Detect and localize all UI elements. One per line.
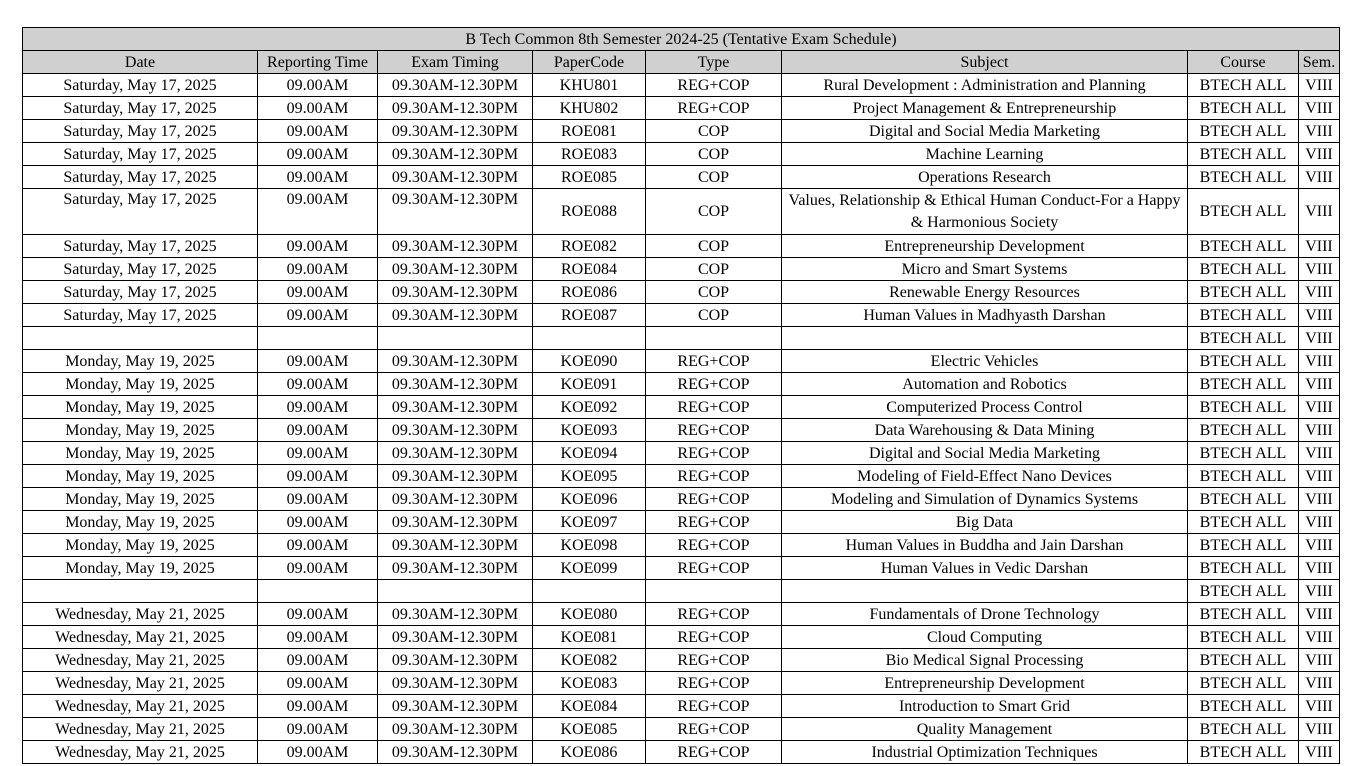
table-row: [23, 143, 1340, 166]
subject-cell: Automation and Robotics: [782, 373, 1188, 396]
course-cell: BTECH ALL: [1188, 672, 1299, 695]
subject-cell: Bio Medical Signal Processing: [782, 649, 1188, 672]
table-row: [23, 327, 1340, 350]
subject-cell: Data Warehousing & Data Mining: [782, 419, 1188, 442]
sem-cell: VIII: [1299, 557, 1340, 580]
reporting-time-cell: 09.00AM: [258, 97, 378, 120]
type-cell: REG+COP: [646, 442, 782, 465]
date-cell: Monday, May 19, 2025: [23, 488, 258, 511]
reporting-time-cell: [258, 580, 378, 603]
type-cell: REG+COP: [646, 373, 782, 396]
sem-cell: VIII: [1299, 603, 1340, 626]
exam-timing-cell: 09.30AM-12.30PM: [378, 741, 533, 764]
type-cell: REG+COP: [646, 672, 782, 695]
course-cell: BTECH ALL: [1188, 166, 1299, 189]
table-row: [23, 396, 1340, 419]
type-cell: REG+COP: [646, 557, 782, 580]
reporting-time-cell: 09.00AM: [258, 304, 378, 327]
subject-cell: Industrial Optimization Techniques: [782, 741, 1188, 764]
sem-cell: VIII: [1299, 649, 1340, 672]
paper-code-cell: [533, 580, 646, 603]
sem-cell: VIII: [1299, 626, 1340, 649]
date-cell: Saturday, May 17, 2025: [23, 143, 258, 166]
sem-cell: VIII: [1299, 580, 1340, 603]
header-course: Course: [1188, 51, 1299, 74]
table-row: [23, 580, 1340, 603]
header-paper-code: PaperCode: [533, 51, 646, 74]
paper-code-cell: ROE085: [533, 166, 646, 189]
subject-cell: Operations Research: [782, 166, 1188, 189]
sem-cell: VIII: [1299, 97, 1340, 120]
paper-code-cell: KOE093: [533, 419, 646, 442]
exam-timing-cell: 09.30AM-12.30PM: [378, 373, 533, 396]
reporting-time-cell: 09.00AM: [258, 120, 378, 143]
paper-code-cell: KOE086: [533, 741, 646, 764]
subject-cell: Human Values in Madhyasth Darshan: [782, 304, 1188, 327]
type-cell: COP: [646, 143, 782, 166]
subject-cell: Cloud Computing: [782, 626, 1188, 649]
reporting-time-cell: 09.00AM: [258, 166, 378, 189]
type-cell: [646, 327, 782, 350]
type-cell: REG+COP: [646, 465, 782, 488]
exam-timing-cell: 09.30AM-12.30PM: [378, 166, 533, 189]
paper-code-cell: KOE098: [533, 534, 646, 557]
table-row: [23, 120, 1340, 143]
reporting-time-cell: 09.00AM: [258, 74, 378, 97]
course-cell: BTECH ALL: [1188, 580, 1299, 603]
paper-code-cell: KOE085: [533, 718, 646, 741]
type-cell: REG+COP: [646, 97, 782, 120]
exam-timing-cell: 09.30AM-12.30PM: [378, 534, 533, 557]
exam-timing-cell: 09.30AM-12.30PM: [378, 419, 533, 442]
table-row: [23, 534, 1340, 557]
sem-cell: VIII: [1299, 488, 1340, 511]
course-cell: BTECH ALL: [1188, 741, 1299, 764]
paper-code-cell: ROE088: [533, 189, 646, 235]
course-cell: BTECH ALL: [1188, 718, 1299, 741]
date-cell: [23, 580, 258, 603]
paper-code-cell: KOE090: [533, 350, 646, 373]
date-cell: Monday, May 19, 2025: [23, 373, 258, 396]
date-cell: Monday, May 19, 2025: [23, 396, 258, 419]
type-cell: COP: [646, 166, 782, 189]
date-cell: Saturday, May 17, 2025: [23, 281, 258, 304]
subject-cell: Electric Vehicles: [782, 350, 1188, 373]
date-cell: Monday, May 19, 2025: [23, 442, 258, 465]
reporting-time-cell: 09.00AM: [258, 258, 378, 281]
sem-cell: VIII: [1299, 166, 1340, 189]
sem-cell: VIII: [1299, 143, 1340, 166]
reporting-time-cell: 09.00AM: [258, 718, 378, 741]
header-row: [23, 51, 1340, 74]
sem-cell: VIII: [1299, 235, 1340, 258]
course-cell: BTECH ALL: [1188, 97, 1299, 120]
sem-cell: VIII: [1299, 373, 1340, 396]
exam-timing-cell: [378, 327, 533, 350]
exam-timing-cell: 09.30AM-12.30PM: [378, 258, 533, 281]
header-subject: Subject: [782, 51, 1188, 74]
type-cell: REG+COP: [646, 74, 782, 97]
paper-code-cell: KOE099: [533, 557, 646, 580]
type-cell: REG+COP: [646, 350, 782, 373]
reporting-time-cell: 09.00AM: [258, 695, 378, 718]
subject-cell: Rural Development : Administration and Planning: [782, 74, 1188, 97]
type-cell: REG+COP: [646, 626, 782, 649]
exam-timing-cell: 09.30AM-12.30PM: [378, 396, 533, 419]
course-cell: BTECH ALL: [1188, 396, 1299, 419]
exam-schedule-table: [22, 27, 1340, 764]
table-row: [23, 695, 1340, 718]
subject-cell: Digital and Social Media Marketing: [782, 442, 1188, 465]
reporting-time-cell: 09.00AM: [258, 649, 378, 672]
exam-timing-cell: 09.30AM-12.30PM: [378, 235, 533, 258]
exam-timing-cell: 09.30AM-12.30PM: [378, 442, 533, 465]
paper-code-cell: [533, 327, 646, 350]
table-row: [23, 235, 1340, 258]
subject-cell: Human Values in Vedic Darshan: [782, 557, 1188, 580]
date-cell: Monday, May 19, 2025: [23, 557, 258, 580]
table-row: [23, 718, 1340, 741]
reporting-time-cell: 09.00AM: [258, 488, 378, 511]
sem-cell: VIII: [1299, 304, 1340, 327]
table-row: [23, 741, 1340, 764]
date-cell: Monday, May 19, 2025: [23, 511, 258, 534]
date-cell: Saturday, May 17, 2025: [23, 189, 258, 235]
sem-cell: VIII: [1299, 396, 1340, 419]
table-row: [23, 649, 1340, 672]
sem-cell: VIII: [1299, 120, 1340, 143]
exam-timing-cell: 09.30AM-12.30PM: [378, 672, 533, 695]
type-cell: COP: [646, 258, 782, 281]
table-row: [23, 258, 1340, 281]
type-cell: COP: [646, 189, 782, 235]
table-row: [23, 442, 1340, 465]
course-cell: BTECH ALL: [1188, 557, 1299, 580]
date-cell: Wednesday, May 21, 2025: [23, 695, 258, 718]
subject-cell: Modeling and Simulation of Dynamics Systems: [782, 488, 1188, 511]
type-cell: [646, 580, 782, 603]
course-cell: BTECH ALL: [1188, 419, 1299, 442]
subject-cell: Computerized Process Control: [782, 396, 1188, 419]
paper-code-cell: KOE082: [533, 649, 646, 672]
date-cell: Wednesday, May 21, 2025: [23, 741, 258, 764]
exam-timing-cell: 09.30AM-12.30PM: [378, 603, 533, 626]
paper-code-cell: ROE083: [533, 143, 646, 166]
table-row: [23, 465, 1340, 488]
table-row: [23, 488, 1340, 511]
date-cell: Monday, May 19, 2025: [23, 350, 258, 373]
paper-code-cell: ROE084: [533, 258, 646, 281]
date-cell: Wednesday, May 21, 2025: [23, 603, 258, 626]
exam-timing-cell: 09.30AM-12.30PM: [378, 465, 533, 488]
type-cell: REG+COP: [646, 534, 782, 557]
paper-code-cell: KOE094: [533, 442, 646, 465]
paper-code-cell: KHU802: [533, 97, 646, 120]
subject-cell: Big Data: [782, 511, 1188, 534]
date-cell: Saturday, May 17, 2025: [23, 74, 258, 97]
sem-cell: VIII: [1299, 258, 1340, 281]
course-cell: BTECH ALL: [1188, 465, 1299, 488]
date-cell: Saturday, May 17, 2025: [23, 258, 258, 281]
reporting-time-cell: 09.00AM: [258, 557, 378, 580]
sem-cell: VIII: [1299, 534, 1340, 557]
reporting-time-cell: 09.00AM: [258, 350, 378, 373]
course-cell: BTECH ALL: [1188, 235, 1299, 258]
table-row: [23, 281, 1340, 304]
exam-timing-cell: [378, 580, 533, 603]
sem-cell: VIII: [1299, 74, 1340, 97]
type-cell: REG+COP: [646, 419, 782, 442]
paper-code-cell: KOE084: [533, 695, 646, 718]
date-cell: Saturday, May 17, 2025: [23, 235, 258, 258]
sem-cell: VIII: [1299, 465, 1340, 488]
table-row: [23, 166, 1340, 189]
date-cell: Wednesday, May 21, 2025: [23, 649, 258, 672]
exam-timing-cell: 09.30AM-12.30PM: [378, 649, 533, 672]
subject-cell: Entrepreneurship Development: [782, 235, 1188, 258]
table-row: [23, 373, 1340, 396]
paper-code-cell: KOE095: [533, 465, 646, 488]
course-cell: BTECH ALL: [1188, 143, 1299, 166]
paper-code-cell: KOE083: [533, 672, 646, 695]
paper-code-cell: ROE086: [533, 281, 646, 304]
exam-timing-cell: 09.30AM-12.30PM: [378, 557, 533, 580]
course-cell: BTECH ALL: [1188, 603, 1299, 626]
table-row: [23, 97, 1340, 120]
table-row: [23, 419, 1340, 442]
exam-timing-cell: 09.30AM-12.30PM: [378, 718, 533, 741]
reporting-time-cell: 09.00AM: [258, 373, 378, 396]
table-row: [23, 304, 1340, 327]
sem-cell: VIII: [1299, 672, 1340, 695]
exam-timing-cell: 09.30AM-12.30PM: [378, 304, 533, 327]
exam-timing-cell: 09.30AM-12.30PM: [378, 97, 533, 120]
reporting-time-cell: 09.00AM: [258, 143, 378, 166]
exam-timing-cell: 09.30AM-12.30PM: [378, 143, 533, 166]
course-cell: BTECH ALL: [1188, 281, 1299, 304]
date-cell: Saturday, May 17, 2025: [23, 166, 258, 189]
type-cell: REG+COP: [646, 511, 782, 534]
subject-cell: Fundamentals of Drone Technology: [782, 603, 1188, 626]
type-cell: COP: [646, 120, 782, 143]
type-cell: REG+COP: [646, 603, 782, 626]
header-exam-timing: Exam Timing: [378, 51, 533, 74]
paper-code-cell: ROE087: [533, 304, 646, 327]
paper-code-cell: KOE096: [533, 488, 646, 511]
subject-cell: Values, Relationship & Ethical Human Conduct-For a Happy & Harmonious Society: [782, 189, 1188, 235]
exam-timing-cell: 09.30AM-12.30PM: [378, 120, 533, 143]
sem-cell: VIII: [1299, 718, 1340, 741]
table-row: [23, 511, 1340, 534]
subject-cell: [782, 580, 1188, 603]
sem-cell: VIII: [1299, 741, 1340, 764]
course-cell: BTECH ALL: [1188, 488, 1299, 511]
sem-cell: VIII: [1299, 511, 1340, 534]
exam-timing-cell: 09.30AM-12.30PM: [378, 350, 533, 373]
table-row: [23, 603, 1340, 626]
course-cell: BTECH ALL: [1188, 511, 1299, 534]
table-row: [23, 189, 1340, 235]
exam-timing-cell: 09.30AM-12.30PM: [378, 626, 533, 649]
reporting-time-cell: 09.00AM: [258, 672, 378, 695]
exam-timing-cell: 09.30AM-12.30PM: [378, 511, 533, 534]
subject-cell: Renewable Energy Resources: [782, 281, 1188, 304]
date-cell: [23, 327, 258, 350]
exam-timing-cell: 09.30AM-12.30PM: [378, 281, 533, 304]
paper-code-cell: KOE097: [533, 511, 646, 534]
reporting-time-cell: 09.00AM: [258, 534, 378, 557]
date-cell: Wednesday, May 21, 2025: [23, 626, 258, 649]
header-reporting-time: Reporting Time: [258, 51, 378, 74]
subject-cell: Digital and Social Media Marketing: [782, 120, 1188, 143]
type-cell: REG+COP: [646, 396, 782, 419]
subject-cell: Micro and Smart Systems: [782, 258, 1188, 281]
header-sem: Sem.: [1299, 51, 1340, 74]
paper-code-cell: KOE092: [533, 396, 646, 419]
date-cell: Saturday, May 17, 2025: [23, 304, 258, 327]
reporting-time-cell: 09.00AM: [258, 465, 378, 488]
course-cell: BTECH ALL: [1188, 695, 1299, 718]
type-cell: REG+COP: [646, 488, 782, 511]
reporting-time-cell: 09.00AM: [258, 235, 378, 258]
table-row: [23, 557, 1340, 580]
reporting-time-cell: 09.00AM: [258, 511, 378, 534]
sem-cell: VIII: [1299, 189, 1340, 235]
table-row: [23, 672, 1340, 695]
sem-cell: VIII: [1299, 695, 1340, 718]
sem-cell: VIII: [1299, 442, 1340, 465]
course-cell: BTECH ALL: [1188, 373, 1299, 396]
paper-code-cell: KOE091: [533, 373, 646, 396]
subject-cell: Project Management & Entrepreneurship: [782, 97, 1188, 120]
subject-cell: Modeling of Field-Effect Nano Devices: [782, 465, 1188, 488]
subject-cell: Introduction to Smart Grid: [782, 695, 1188, 718]
exam-timing-cell: 09.30AM-12.30PM: [378, 695, 533, 718]
subject-cell: Quality Management: [782, 718, 1188, 741]
paper-code-cell: ROE082: [533, 235, 646, 258]
table-row: [23, 350, 1340, 373]
date-cell: Saturday, May 17, 2025: [23, 97, 258, 120]
reporting-time-cell: 09.00AM: [258, 189, 378, 235]
sem-cell: VIII: [1299, 419, 1340, 442]
course-cell: BTECH ALL: [1188, 258, 1299, 281]
sem-cell: VIII: [1299, 327, 1340, 350]
type-cell: COP: [646, 235, 782, 258]
date-cell: Monday, May 19, 2025: [23, 534, 258, 557]
date-cell: Monday, May 19, 2025: [23, 465, 258, 488]
subject-cell: Human Values in Buddha and Jain Darshan: [782, 534, 1188, 557]
course-cell: BTECH ALL: [1188, 304, 1299, 327]
reporting-time-cell: 09.00AM: [258, 626, 378, 649]
schedule-title: B Tech Common 8th Semester 2024-25 (Tentative Exam Schedule): [23, 28, 1340, 51]
reporting-time-cell: 09.00AM: [258, 741, 378, 764]
course-cell: BTECH ALL: [1188, 534, 1299, 557]
course-cell: BTECH ALL: [1188, 626, 1299, 649]
sem-cell: VIII: [1299, 350, 1340, 373]
course-cell: BTECH ALL: [1188, 120, 1299, 143]
subject-cell: Machine Learning: [782, 143, 1188, 166]
course-cell: BTECH ALL: [1188, 74, 1299, 97]
type-cell: COP: [646, 281, 782, 304]
date-cell: Wednesday, May 21, 2025: [23, 672, 258, 695]
sem-cell: VIII: [1299, 281, 1340, 304]
subject-cell: Entrepreneurship Development: [782, 672, 1188, 695]
paper-code-cell: KOE080: [533, 603, 646, 626]
date-cell: Wednesday, May 21, 2025: [23, 718, 258, 741]
course-cell: BTECH ALL: [1188, 442, 1299, 465]
exam-timing-cell: 09.30AM-12.30PM: [378, 488, 533, 511]
reporting-time-cell: 09.00AM: [258, 442, 378, 465]
type-cell: REG+COP: [646, 741, 782, 764]
reporting-time-cell: 09.00AM: [258, 281, 378, 304]
paper-code-cell: KOE081: [533, 626, 646, 649]
course-cell: BTECH ALL: [1188, 649, 1299, 672]
course-cell: BTECH ALL: [1188, 189, 1299, 235]
header-date: Date: [23, 51, 258, 74]
exam-timing-cell: 09.30AM-12.30PM: [378, 74, 533, 97]
reporting-time-cell: 09.00AM: [258, 396, 378, 419]
type-cell: REG+COP: [646, 718, 782, 741]
paper-code-cell: KHU801: [533, 74, 646, 97]
paper-code-cell: ROE081: [533, 120, 646, 143]
type-cell: REG+COP: [646, 649, 782, 672]
type-cell: REG+COP: [646, 695, 782, 718]
reporting-time-cell: 09.00AM: [258, 419, 378, 442]
exam-timing-cell: 09.30AM-12.30PM: [378, 189, 533, 235]
subject-cell: [782, 327, 1188, 350]
reporting-time-cell: 09.00AM: [258, 603, 378, 626]
course-cell: BTECH ALL: [1188, 327, 1299, 350]
type-cell: COP: [646, 304, 782, 327]
date-cell: Monday, May 19, 2025: [23, 419, 258, 442]
table-row: [23, 74, 1340, 97]
header-type: Type: [646, 51, 782, 74]
course-cell: BTECH ALL: [1188, 350, 1299, 373]
date-cell: Saturday, May 17, 2025: [23, 120, 258, 143]
reporting-time-cell: [258, 327, 378, 350]
table-row: [23, 626, 1340, 649]
